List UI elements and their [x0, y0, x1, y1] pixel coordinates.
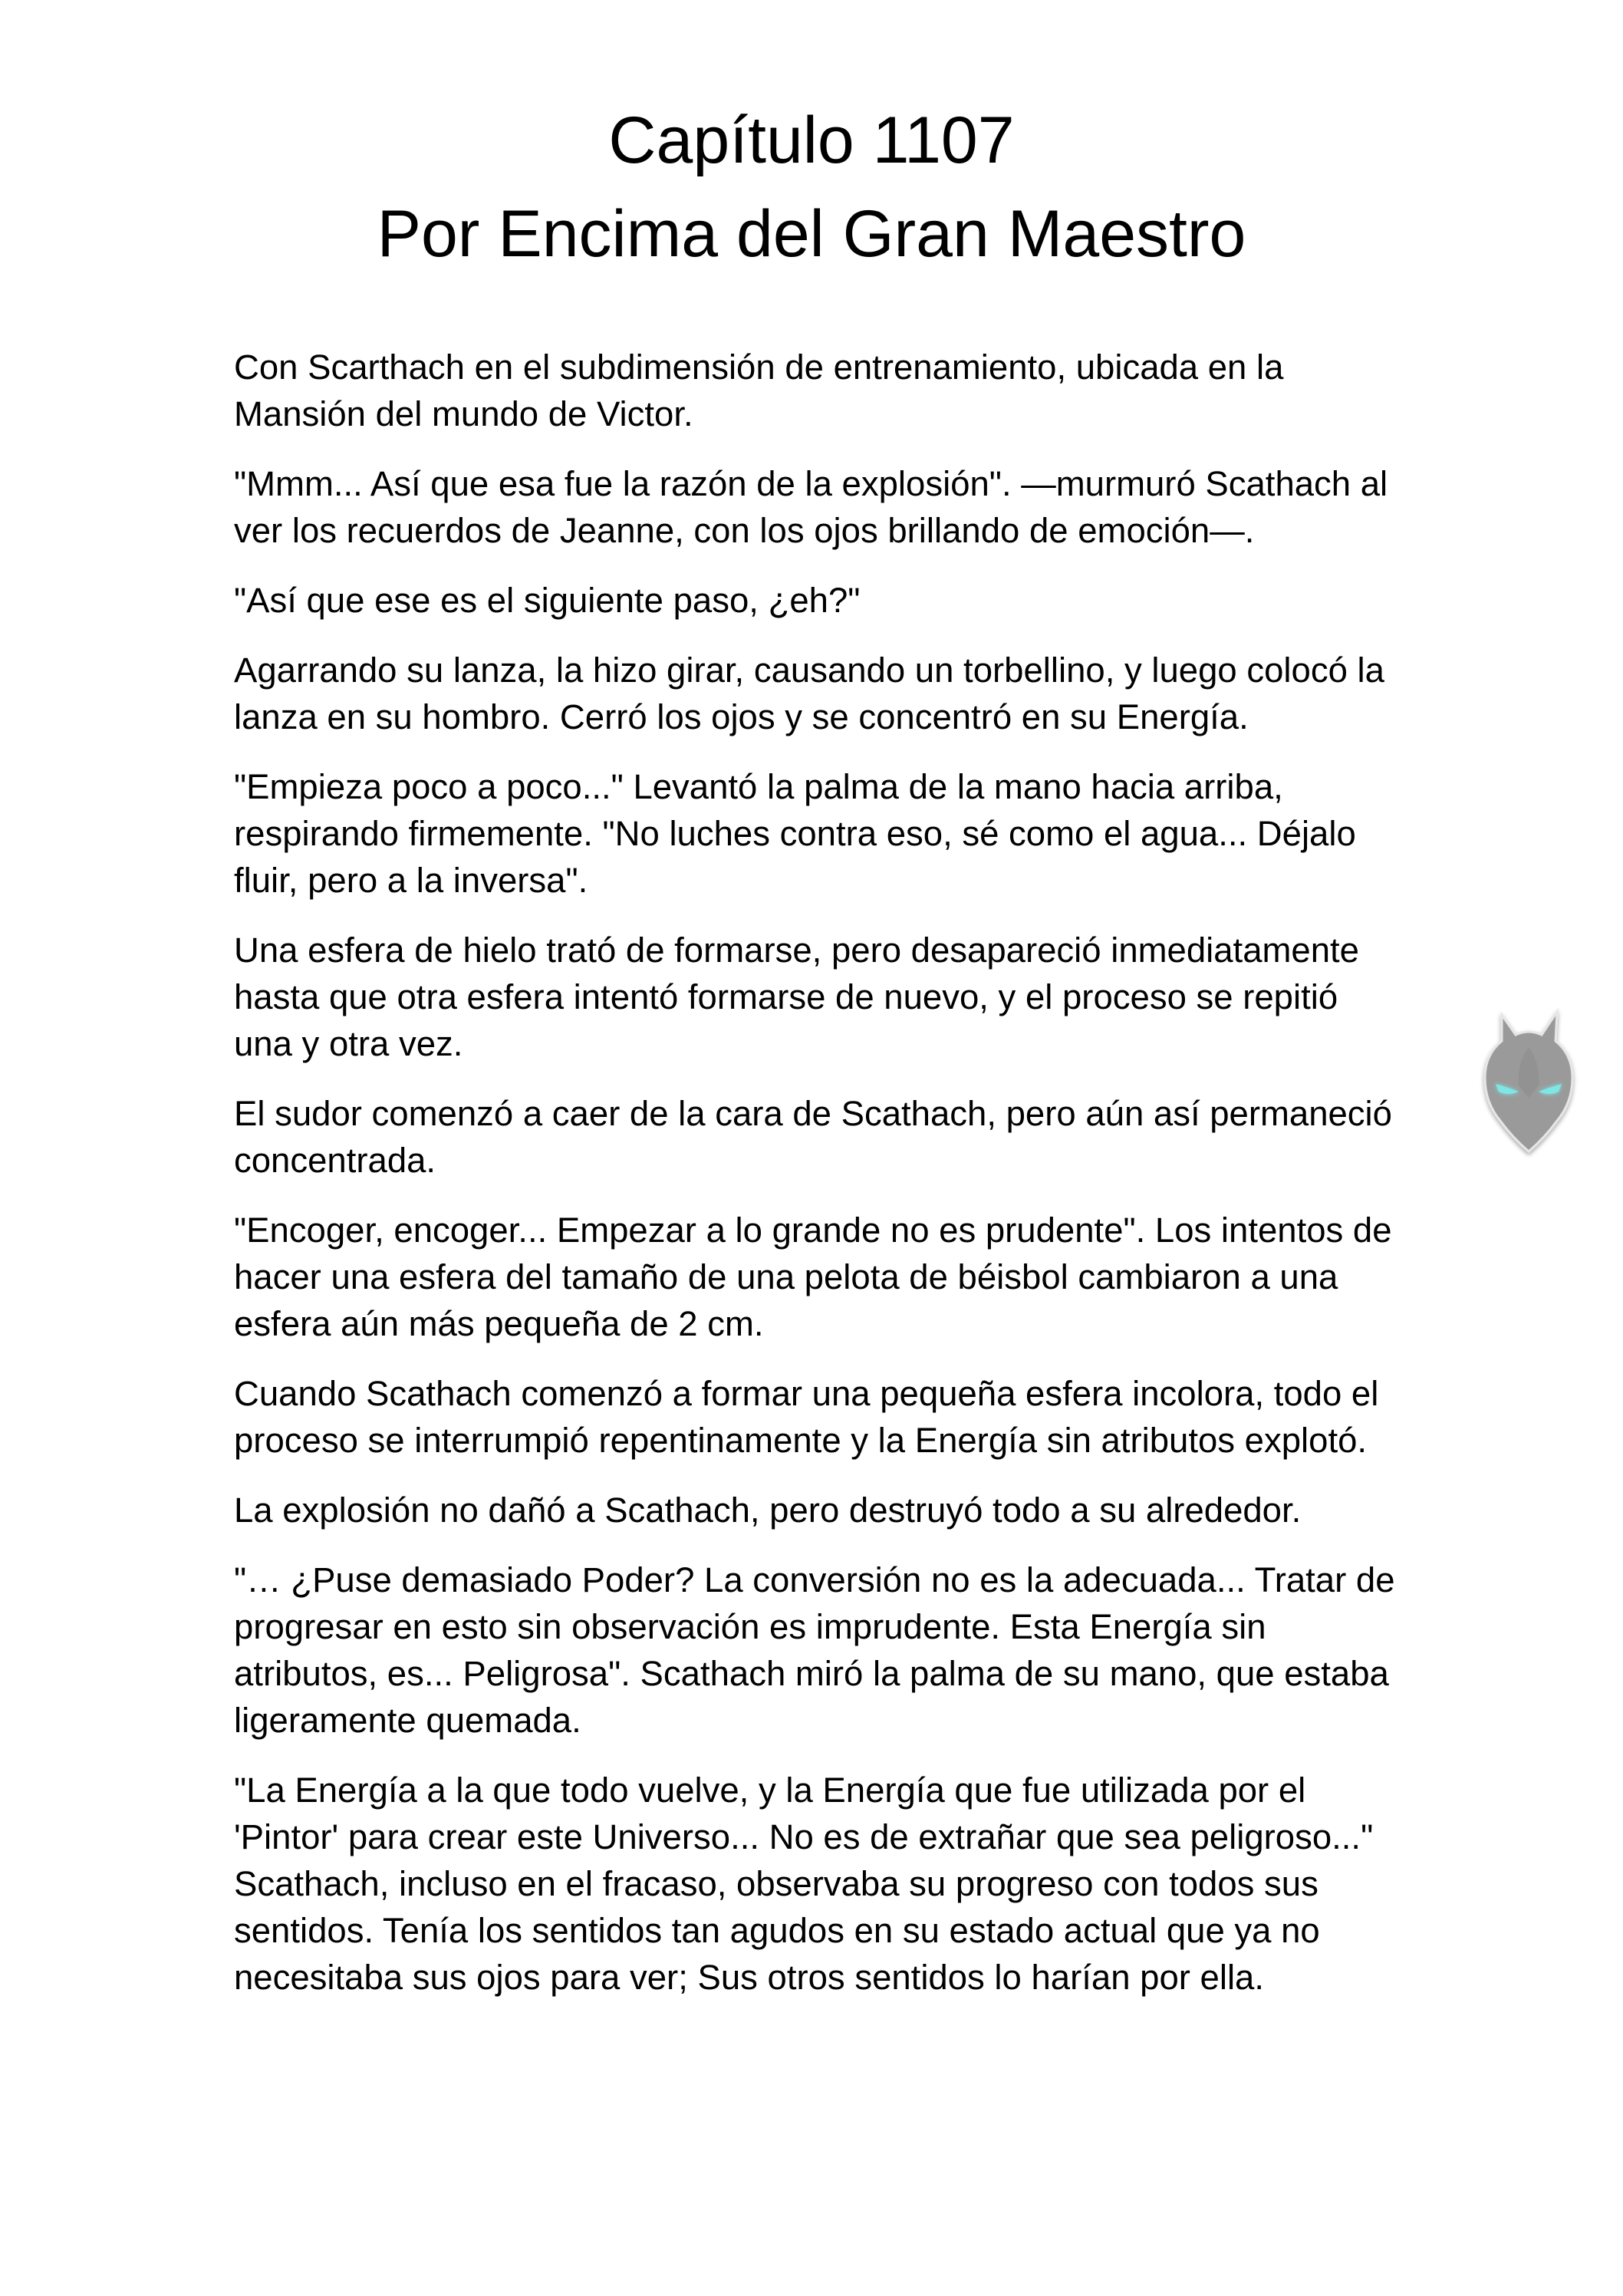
paragraph: Cuando Scathach comenzó a formar una pequeña esfera incolora, todo el proceso se interrumpió repentinamente y la Energía sin atributos explotó.	[234, 1374, 1379, 1460]
paragraph: La explosión no dañó a Scathach, pero destruyó todo a su alrededor.	[234, 1491, 1302, 1530]
paragraph: Una esfera de hielo trató de formarse, pero desapareció inmediatamente hasta que otra esfera intentó formarse de nuevo, y el proceso se repitió una y otra vez.	[234, 931, 1359, 1063]
paragraph: "… ¿Puse demasiado Poder? La conversión no es la adecuada... Tratar de progresar en esto sin observación es imprudente. Esta Energía sin atributos, es... Peligrosa". Scathach miró la palma de su mano, que estaba ligeramente quemada.	[234, 1560, 1395, 1740]
paragraph: "Así que ese es el siguiente paso, ¿eh?"	[234, 581, 861, 620]
chapter-number-title: Capítulo 1107	[608, 104, 1015, 177]
paragraph: "Mmm... Así que esa fue la razón de la explosión". —murmuró Scathach al ver los recuerdos de Jeanne, con los ojos brillando de emoción—.	[234, 464, 1388, 550]
paragraph: El sudor comenzó a caer de la cara de Scathach, pero aún así permaneció concentrada.	[234, 1094, 1392, 1180]
demon-head-icon	[1471, 1001, 1586, 1159]
paragraph: "Encoger, encoger... Empezar a lo grande no es prudente". Los intentos de hacer una esfera del tamaño de una pelota de béisbol cambiaron a una esfera aún más pequeña de 2 cm.	[234, 1211, 1392, 1343]
paragraph: "La Energía a la que todo vuelve, y la Energía que fue utilizada por el 'Pintor' para crear este Universo... No es de extrañar que sea peligroso..." Scathach, incluso en el fracaso, observaba su progreso con todos sus sentidos. Tenía los sentidos tan agudos en su estado actual que ya no necesitaba sus ojos para ver; Sus otros sentidos lo harían por ella.	[234, 1771, 1374, 1997]
paragraph: Agarrando su lanza, la hizo girar, causando un torbellino, y luego colocó la lanza en su hombro. Cerró los ojos y se concentró en su Energía.	[234, 651, 1384, 736]
chapter-title-block	[0, 94, 1623, 281]
chapter-body	[234, 344, 1404, 2024]
paragraph: "Empieza poco a poco..." Levantó la palma de la mano hacia arriba, respirando firmemente. "No luches contra eso, sé como el agua... Déjalo fluir, pero a la inversa".	[234, 767, 1356, 900]
paragraph: Con Scarthach en el subdimensión de entrenamiento, ubicada en la Mansión del mundo de Victor.	[234, 348, 1284, 433]
chapter-subtitle: Por Encima del Gran Maestro	[377, 197, 1246, 271]
